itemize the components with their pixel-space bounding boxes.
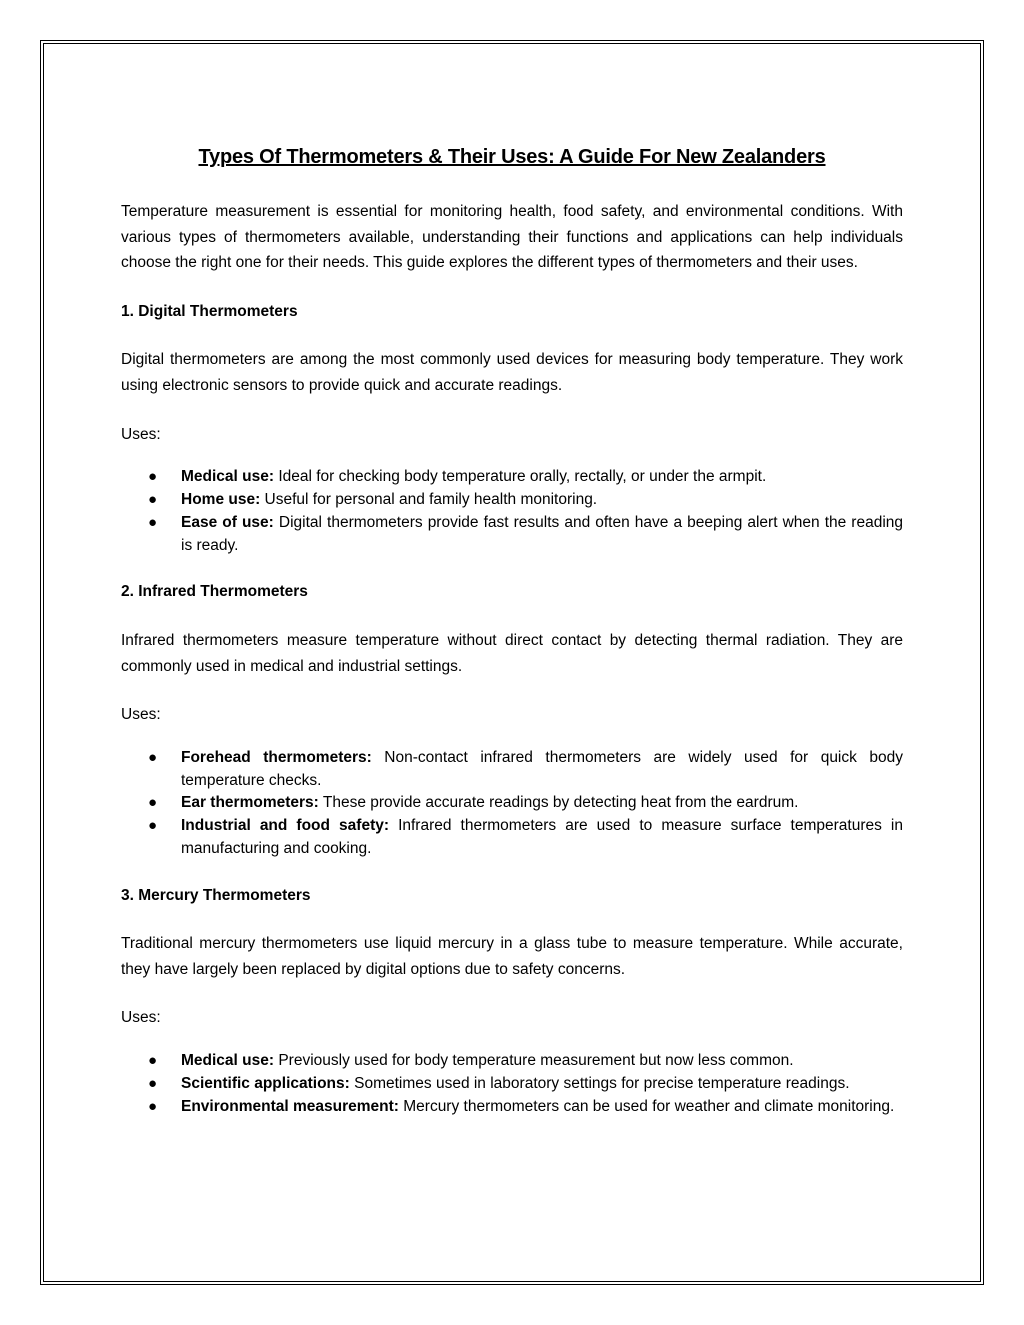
uses-label: Uses: xyxy=(121,425,161,443)
section-description: Traditional mercury thermometers use liquid mercury in a glass tube to measure temperature. While accurate, they have largely been replaced by digital options due to safety concerns. xyxy=(121,935,903,978)
list-item xyxy=(121,1050,903,1073)
use-text: These provide accurate readings by detecting heat from the eardrum. xyxy=(318,794,799,812)
bullet-icon: ● xyxy=(148,794,158,812)
use-term: Forehead thermometers: xyxy=(181,748,372,766)
bullet-icon: ● xyxy=(148,1097,158,1115)
list-item xyxy=(121,512,903,558)
uses-list xyxy=(121,466,903,557)
use-term: Ear thermometers: xyxy=(181,794,319,812)
use-term: Medical use: xyxy=(181,1052,275,1070)
list-item xyxy=(121,747,903,793)
list-item xyxy=(121,1073,903,1096)
section-infrared xyxy=(121,579,903,860)
bullet-icon: ● xyxy=(148,490,158,508)
document-title: Types Of Thermometers & Their Uses: A Guide For New Zealanders xyxy=(198,146,826,168)
uses-list xyxy=(121,1050,903,1118)
intro-paragraph: Temperature measurement is essential for monitoring health, food safety, and environmental conditions. With various types of thermometers available, understanding their functions and applications can help individuals choose the right one for their needs. This guide explores the different types of thermometers and their uses. xyxy=(121,203,903,272)
use-term: Industrial and food safety: xyxy=(181,817,390,835)
bullet-icon: ● xyxy=(148,468,158,486)
document-body xyxy=(121,143,903,1140)
use-text: Useful for personal and family health monitoring. xyxy=(260,490,598,508)
use-text: Infrared thermometers are used to measure surface temperatures in manufacturing and cooking. xyxy=(181,817,903,857)
use-term: Ease of use: xyxy=(181,513,274,531)
use-text: Mercury thermometers can be used for weather and climate monitoring. xyxy=(398,1097,895,1115)
list-item xyxy=(121,466,903,489)
section-description: Infrared thermometers measure temperature without direct contact by detecting thermal radiation. They are commonly used in medical and industrial settings. xyxy=(121,631,903,675)
uses-list xyxy=(121,747,903,861)
list-item xyxy=(121,792,903,815)
bullet-icon: ● xyxy=(148,748,158,766)
use-text: Ideal for checking body temperature orally, rectally, or under the armpit. xyxy=(274,468,767,486)
bullet-icon: ● xyxy=(148,817,158,835)
list-item xyxy=(121,1096,903,1119)
use-term: Medical use: xyxy=(181,468,275,486)
section-mercury xyxy=(121,883,903,1119)
bullet-icon: ● xyxy=(148,1074,158,1092)
section-heading: 2. Infrared Thermometers xyxy=(121,583,308,601)
uses-label: Uses: xyxy=(121,1009,161,1027)
section-digital xyxy=(121,299,903,558)
use-term: Home use: xyxy=(181,490,261,508)
use-text: Non-contact infrared thermometers are widely used for quick body temperature checks. xyxy=(181,748,903,789)
bullet-icon: ● xyxy=(148,1052,158,1070)
section-heading: 3. Mercury Thermometers xyxy=(121,886,311,904)
use-term: Scientific applications: xyxy=(181,1074,350,1092)
use-text: Sometimes used in laboratory settings for precise temperature readings. xyxy=(349,1074,850,1092)
section-heading: 1. Digital Thermometers xyxy=(121,302,298,320)
uses-label: Uses: xyxy=(121,706,161,724)
list-item xyxy=(121,815,903,861)
list-item xyxy=(121,489,903,512)
section-description: Digital thermometers are among the most commonly used devices for measuring body temperature. They work using electronic sensors to provide quick and accurate readings. xyxy=(121,351,903,394)
use-text: Digital thermometers provide fast results and often have a beeping alert when the reading is ready. xyxy=(181,513,904,554)
bullet-icon: ● xyxy=(148,513,158,531)
use-text: Previously used for body temperature measurement but now less common. xyxy=(274,1052,794,1070)
use-term: Environmental measurement: xyxy=(181,1097,399,1115)
